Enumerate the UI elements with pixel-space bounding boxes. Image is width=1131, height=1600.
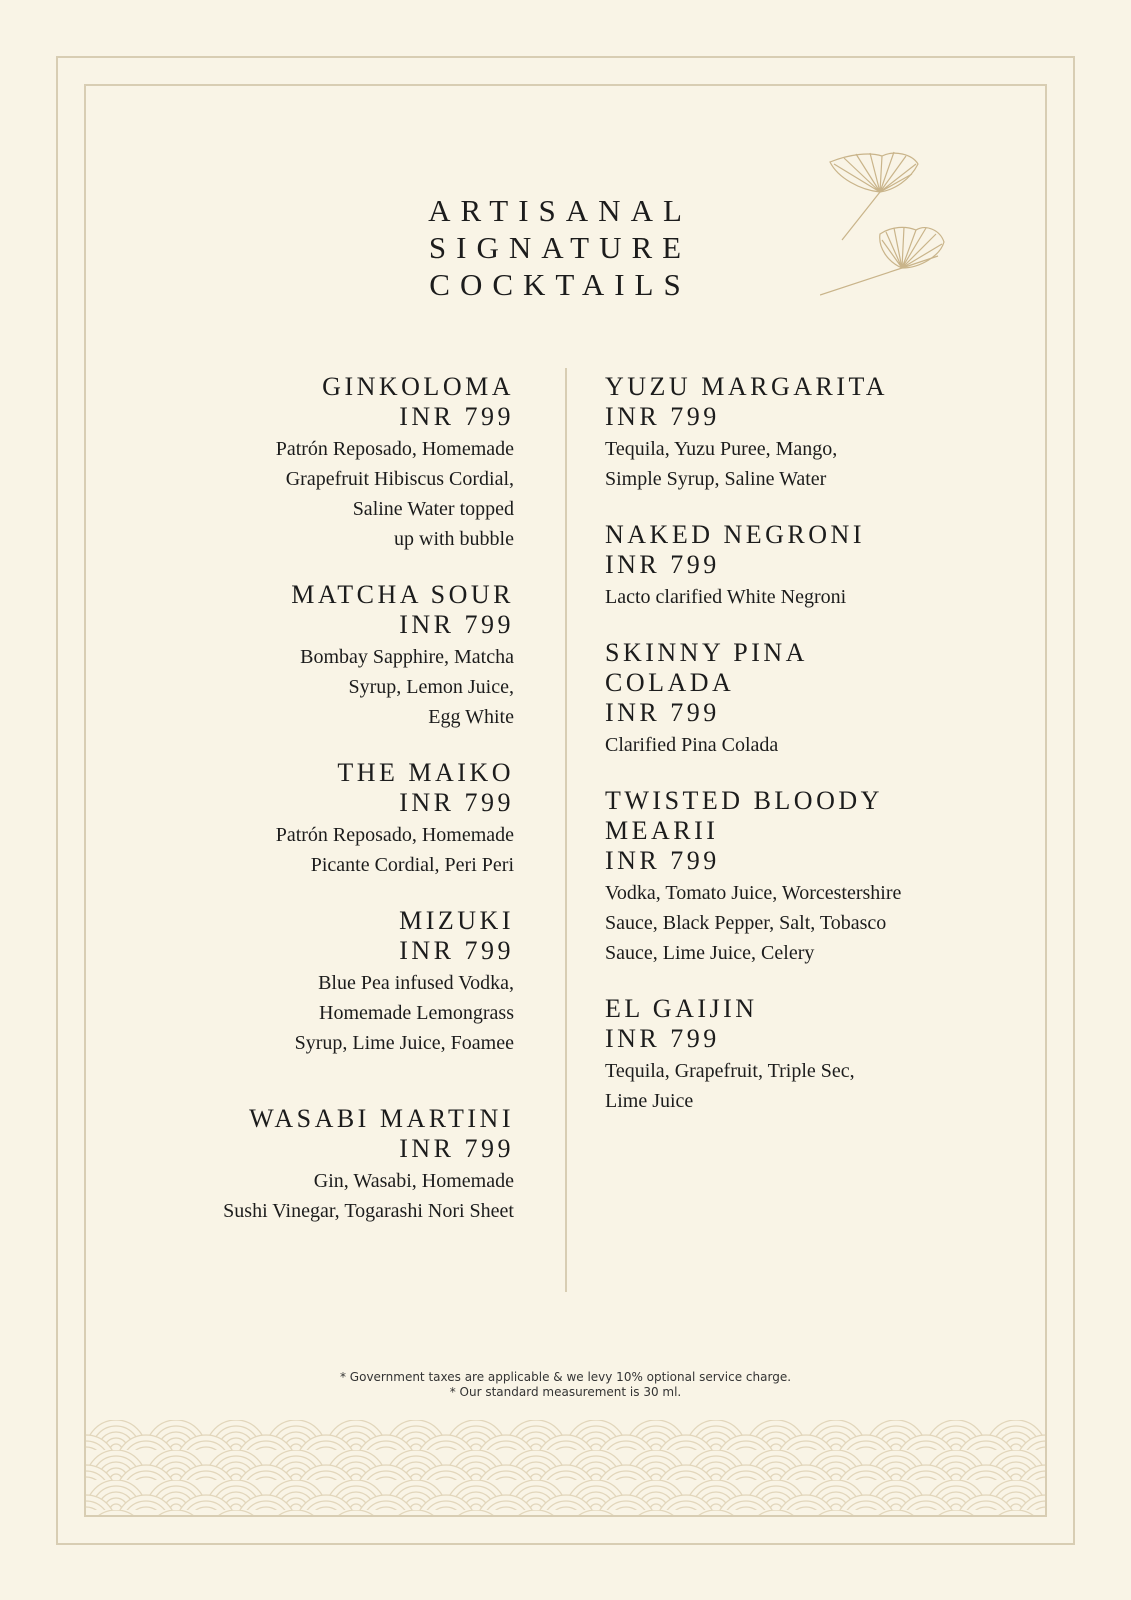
item-name: MEARII <box>605 816 719 845</box>
desc-line: Bombay Sapphire, Matcha <box>300 646 514 668</box>
desc-line: Lime Juice <box>605 1090 694 1112</box>
menu-item <box>605 786 945 968</box>
item-price: INR 799 <box>399 936 514 965</box>
desc-line: Gin, Wasabi, Homemade <box>313 1170 514 1192</box>
desc-line: Picante Cordial, Peri Peri <box>310 854 514 876</box>
desc-line: Grapefruit Hibiscus Cordial, <box>285 468 514 490</box>
desc-line: Patrón Reposado, Homemade <box>275 824 514 846</box>
item-description <box>605 878 945 968</box>
item-price: INR 799 <box>605 698 720 727</box>
item-name: YUZU MARGARITA <box>605 372 889 401</box>
item-name: NAKED NEGRONI <box>605 520 865 549</box>
menu-item <box>170 1104 514 1226</box>
desc-line: Egg White <box>428 706 514 728</box>
right-column <box>605 372 945 1142</box>
item-name: MATCHA SOUR <box>291 580 514 609</box>
desc-line: Syrup, Lime Juice, Foamee <box>294 1032 514 1054</box>
item-price: INR 799 <box>399 610 514 639</box>
item-name: EL GAIJIN <box>605 994 758 1023</box>
item-description <box>605 1056 945 1116</box>
menu-item <box>605 520 945 612</box>
item-description <box>605 434 945 494</box>
desc-line: Tequila, Yuzu Puree, Mango, <box>605 438 838 460</box>
desc-line: Patrón Reposado, Homemade <box>275 438 514 460</box>
item-name: TWISTED BLOODY <box>605 786 883 815</box>
title-line: SIGNATURE <box>428 230 692 265</box>
column-divider <box>565 368 567 1292</box>
menu-item <box>170 372 514 554</box>
title-line: ARTISANAL <box>428 193 692 228</box>
item-description <box>170 968 514 1058</box>
menu-item <box>605 994 945 1116</box>
desc-line: Simple Syrup, Saline Water <box>605 468 827 490</box>
footnote: * Government taxes are applicable & we levy 10% optional service charge. <box>339 1370 792 1384</box>
ginkgo-leaf-icon <box>820 150 950 305</box>
item-description <box>170 820 514 880</box>
desc-line: up with bubble <box>394 528 514 550</box>
desc-line: Lacto clarified White Negroni <box>605 586 847 608</box>
desc-line: Blue Pea infused Vodka, <box>318 972 514 994</box>
menu-item <box>170 580 514 732</box>
menu-item <box>605 372 945 494</box>
item-description <box>170 1166 514 1226</box>
item-name: SKINNY PINA <box>605 638 808 667</box>
item-name: MIZUKI <box>399 906 514 935</box>
item-price: INR 799 <box>399 402 514 431</box>
item-name: THE MAIKO <box>337 758 514 787</box>
item-name: COLADA <box>605 668 735 697</box>
item-price: INR 799 <box>605 550 720 579</box>
item-description <box>605 730 945 760</box>
item-price: INR 799 <box>605 402 720 431</box>
desc-line: Sauce, Black Pepper, Salt, Tobasco <box>605 912 887 934</box>
item-description <box>170 642 514 732</box>
footnote: * Our standard measurement is 30 ml. <box>449 1385 682 1399</box>
desc-line: Sushi Vinegar, Togarashi Nori Sheet <box>223 1200 514 1222</box>
desc-line: Syrup, Lemon Juice, <box>348 676 514 698</box>
item-price: INR 799 <box>399 788 514 817</box>
desc-line: Saline Water topped <box>352 498 514 520</box>
footnotes <box>150 1370 981 1400</box>
item-description <box>170 434 514 554</box>
left-column <box>170 372 514 1252</box>
desc-line: Vodka, Tomato Juice, Worcestershire <box>605 882 902 904</box>
item-name: GINKOLOMA <box>322 372 514 401</box>
desc-line: Tequila, Grapefruit, Triple Sec, <box>605 1060 855 1082</box>
desc-line: Sauce, Lime Juice, Celery <box>605 942 815 964</box>
menu-item <box>170 758 514 880</box>
item-description <box>605 582 945 612</box>
menu-title <box>380 192 740 303</box>
item-price: INR 799 <box>399 1134 514 1163</box>
item-name: WASABI MARTINI <box>249 1104 514 1133</box>
menu-item <box>170 906 514 1058</box>
title-line: COCKTAILS <box>429 267 691 302</box>
desc-line: Clarified Pina Colada <box>605 734 779 756</box>
item-price: INR 799 <box>605 1024 720 1053</box>
seigaiha-wave-pattern <box>86 1420 1045 1515</box>
item-price: INR 799 <box>605 846 720 875</box>
menu-item <box>605 638 945 760</box>
desc-line: Homemade Lemongrass <box>319 1002 514 1024</box>
